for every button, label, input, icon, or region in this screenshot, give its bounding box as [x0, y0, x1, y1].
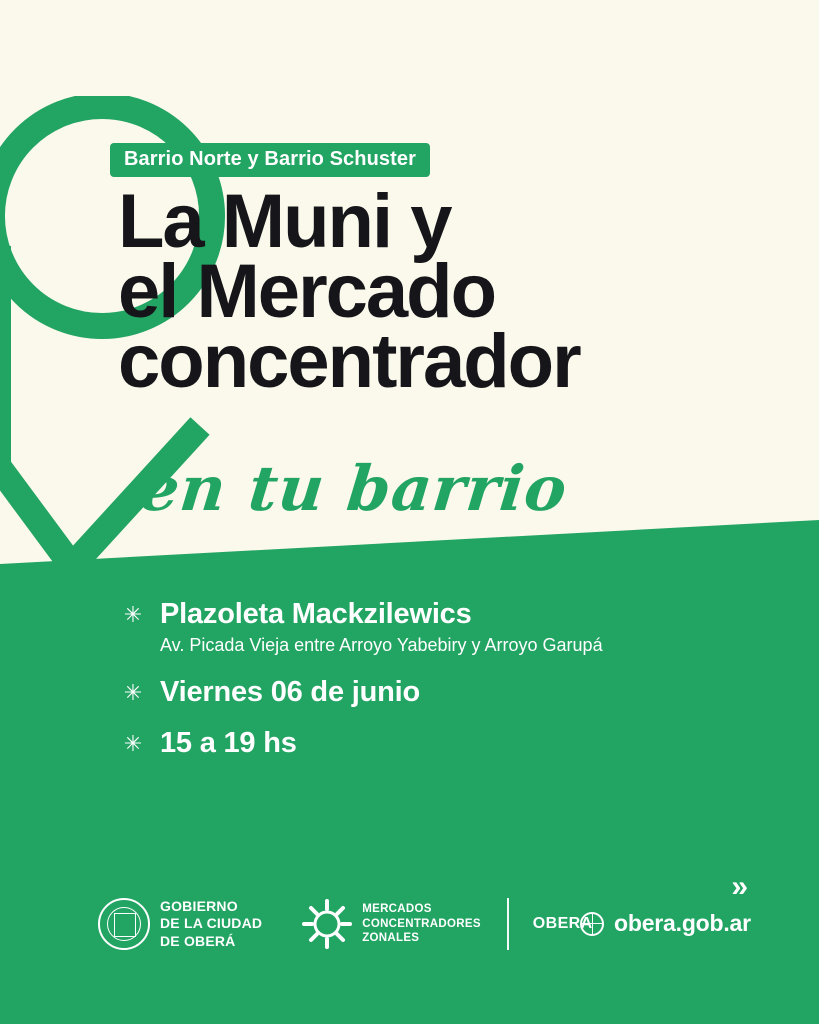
asterisk-icon: ✳ [123, 731, 143, 757]
city-seal-icon [98, 898, 150, 950]
mcz-line-3: ZONALES [362, 932, 420, 945]
event-date: Viernes 06 de junio [160, 675, 420, 708]
mcz-line-1: MERCADOS [362, 902, 432, 915]
event-address: Av. Picada Vieja entre Arroyo Yabebiry y Arroyo Garupá [160, 635, 603, 656]
poster-footer [0, 870, 819, 990]
script-subtitle: en tu barrio [136, 452, 572, 525]
asterisk-icon: ✳ [123, 679, 143, 705]
event-place: Plazoleta Mackzilewics [160, 598, 472, 630]
government-logo [98, 898, 262, 950]
gob-line-1: GOBIERNO [160, 898, 238, 915]
mercados-logo [302, 899, 481, 949]
chevron-right-icon: » [731, 870, 745, 903]
list-item [120, 676, 603, 709]
gob-line-3: DE OBERÁ [160, 932, 236, 949]
logo-divider [507, 898, 509, 950]
list-item [120, 598, 603, 658]
government-logo-text [160, 898, 262, 949]
event-time: 15 a 19 hs [160, 727, 297, 760]
page-title [118, 179, 818, 404]
mcz-line-2: CONCENTRADORES [362, 917, 481, 930]
event-details-list [120, 598, 603, 778]
neighborhood-badge: Barrio Norte y Barrio Schuster [110, 143, 430, 177]
title-line-1: La Muni y [118, 179, 451, 264]
website-url-text: obera.gob.ar [614, 910, 751, 936]
globe-icon [580, 912, 604, 936]
mercados-logo-text [362, 902, 481, 946]
obera-label: OBERA [532, 915, 593, 932]
title-line-2: el Mercado [118, 248, 496, 334]
title-line-3: concentrador [118, 318, 580, 404]
gob-line-2: DE LA CIUDAD [160, 915, 263, 932]
website-link[interactable] [580, 910, 751, 937]
poster-header [0, 0, 819, 404]
list-item [120, 727, 603, 760]
logo-row [98, 898, 593, 950]
asterisk-icon: ✳ [123, 602, 143, 627]
mercados-mark-icon [302, 899, 352, 949]
